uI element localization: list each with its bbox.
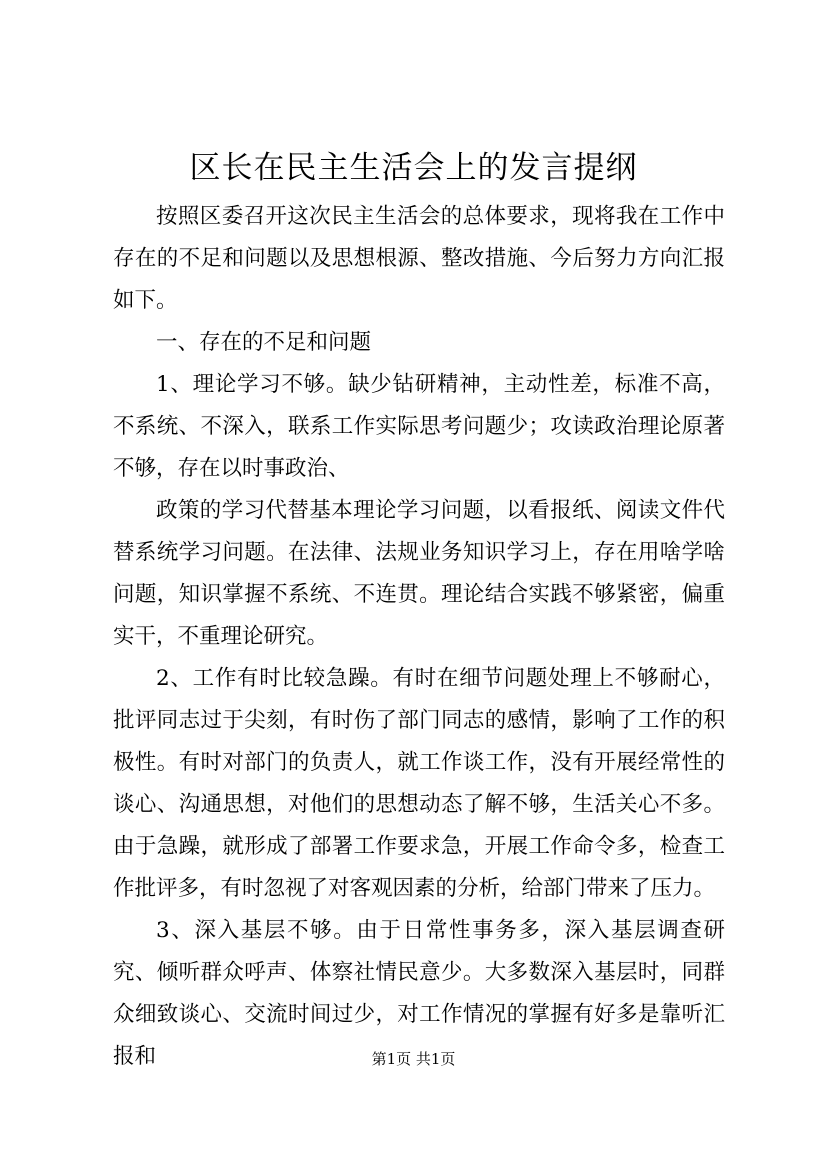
document-body — [113, 196, 725, 1078]
paragraph-item-1: 1、理论学习不够。缺少钻研精神，主动性差，标准不高，不系统、不深入，联系工作实际思考问题少；攻读政治理论原著不够，存在以时事政治、 — [113, 372, 725, 481]
document-title: 区长在民主生活会上的发言提纲 — [189, 150, 638, 186]
page-number-footer: 第1页 共1页 — [371, 1050, 456, 1068]
paragraph-item-3: 3、深入基层不够。由于日常性事务多，深入基层调查研究、倾听群众呼声、体察社情民意少。大多数深入基层时，同群众细致谈心、交流时间过少，对工作情况的掌握有好多是靠听汇报和 — [113, 918, 725, 1069]
paragraph-intro: 按照区委召开这次民主生活会的总体要求，现将我在工作中存在的不足和问题以及思想根源、整改措施、今后努力方向汇报如下。 — [113, 204, 725, 313]
paragraph-item-1-continued: 政策的学习代替基本理论学习问题，以看报纸、阅读文件代替系统学习问题。在法律、法规业务知识学习上，存在用啥学啥问题，知识掌握不系统、不连贯。理论结合实践不够紧密，偏重实干，不重理论研究。 — [113, 498, 725, 649]
paragraph-item-2: 2、工作有时比较急躁。有时在细节问题处理上不够耐心，批评同志过于尖刻，有时伤了部门同志的感情，影响了工作的积极性。有时对部门的负责人，就工作谈工作，没有开展经常性的谈心、沟通思想，对他们的思想动态了解不够，生活关心不多。由于急躁，就形成了部署工作要求急，开展工作命令多，检查工作批评多，有时忽视了对客观因素的分析，给部门带来了压力。 — [113, 666, 725, 901]
section-heading: 一、存在的不足和问题 — [156, 330, 372, 355]
